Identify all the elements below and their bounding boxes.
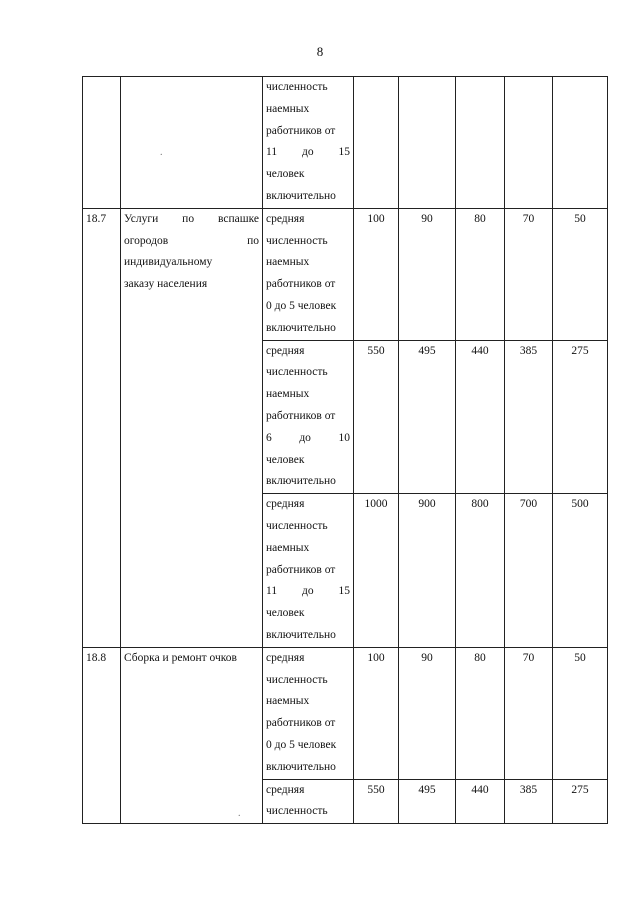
employee-range-line: включительно [266,475,336,488]
rate-value-cell: 500 [553,494,608,648]
table-row [83,647,608,779]
rate-value-cell [505,77,553,209]
employee-range-line: 0 до 5 человек [266,299,337,312]
employee-range-line: работников от [266,563,336,576]
employee-range-line: наемных [266,256,310,269]
employee-range-line: средняя [266,212,305,225]
employee-range-line: работников от [266,124,336,137]
rate-value-cell: 80 [456,208,505,340]
employee-range-cell [263,647,354,779]
employee-range-cell [263,779,354,824]
rate-value-cell: 100 [354,647,399,779]
rate-value-cell [553,77,608,209]
service-name-line: заказу населения [124,278,208,291]
table-row [83,77,608,209]
rate-value-cell: 275 [553,779,608,824]
employee-range-line: работников от [266,278,336,291]
tariff-table [82,76,608,824]
item-number-cell: 18.8 [83,647,121,823]
employee-range-line: включительно [266,189,336,202]
rate-value-cell: 495 [399,340,456,494]
employee-range-cell [263,340,354,494]
rate-value-cell: 550 [354,779,399,824]
employee-range-line: численность [266,234,328,247]
table-row [83,208,608,340]
rate-value-cell: 90 [399,208,456,340]
employee-range-line: численность [266,673,328,686]
employee-range-line: наемных [266,388,310,401]
rate-value-cell [456,77,505,209]
rate-value-cell: 385 [505,779,553,824]
scan-artifact-dot: . [160,147,163,158]
rate-value-cell: 70 [505,208,553,340]
employee-range-cell [263,77,354,209]
employee-range-line: работников от [266,717,336,730]
employee-range-line: человек [266,607,305,620]
employee-range-line: включительно [266,321,336,334]
employee-range-line: численность [266,519,328,532]
rate-value-cell [399,77,456,209]
employee-range-line: 0 до 5 человек [266,738,337,751]
employee-range-line: 11 до 15 [266,585,350,598]
item-number-cell [83,77,121,209]
employee-range-line: включительно [266,760,336,773]
employee-range-line: средняя [266,651,305,664]
employee-range-line: наемных [266,102,310,115]
rate-value-cell: 100 [354,208,399,340]
service-name-line: Сборка и ремонт очков [124,651,237,664]
service-name-cell [121,77,263,209]
rate-value-cell [354,77,399,209]
rate-value-cell: 550 [354,340,399,494]
rate-value-cell: 50 [553,208,608,340]
rate-value-cell: 275 [553,340,608,494]
employee-range-line: численность [266,81,328,93]
employee-range-line: 6 до 10 [266,431,350,444]
rate-value-cell: 1000 [354,494,399,648]
employee-range-cell [263,208,354,340]
rate-value-cell: 70 [505,647,553,779]
employee-range-line: человек [266,453,305,466]
service-name-cell [121,647,263,823]
rate-value-cell: 495 [399,779,456,824]
service-name-cell [121,208,263,647]
employee-range-line: работников от [266,409,336,422]
scan-artifact-dot: . [238,808,241,819]
employee-range-line: средняя [266,344,305,357]
page-number: 8 [316,44,324,59]
rate-value-cell: 80 [456,647,505,779]
employee-range-cell [263,494,354,648]
rate-value-cell: 385 [505,340,553,494]
service-name-line: индивидуальному [124,256,213,269]
employee-range-line: наемных [266,541,310,554]
employee-range-line: средняя [266,783,305,796]
rate-value-cell: 700 [505,494,553,648]
employee-range-line: включительно [266,628,336,641]
item-number-cell: 18.7 [83,208,121,647]
service-name-line: Услуги по вспашке [124,212,259,225]
employee-range-line: наемных [266,695,310,708]
rate-value-cell: 90 [399,647,456,779]
table-body [83,77,608,824]
employee-range-line: численность [266,366,328,379]
rate-value-cell: 800 [456,494,505,648]
employee-range-line: численность [266,805,328,818]
employee-range-line: человек [266,168,305,181]
rate-value-cell: 900 [399,494,456,648]
service-name-line: огородов по [124,234,259,247]
employee-range-line: средняя [266,498,305,511]
rate-value-cell: 440 [456,779,505,824]
rate-value-cell: 50 [553,647,608,779]
rate-value-cell: 440 [456,340,505,494]
employee-range-line: 11 до 15 [266,146,350,159]
